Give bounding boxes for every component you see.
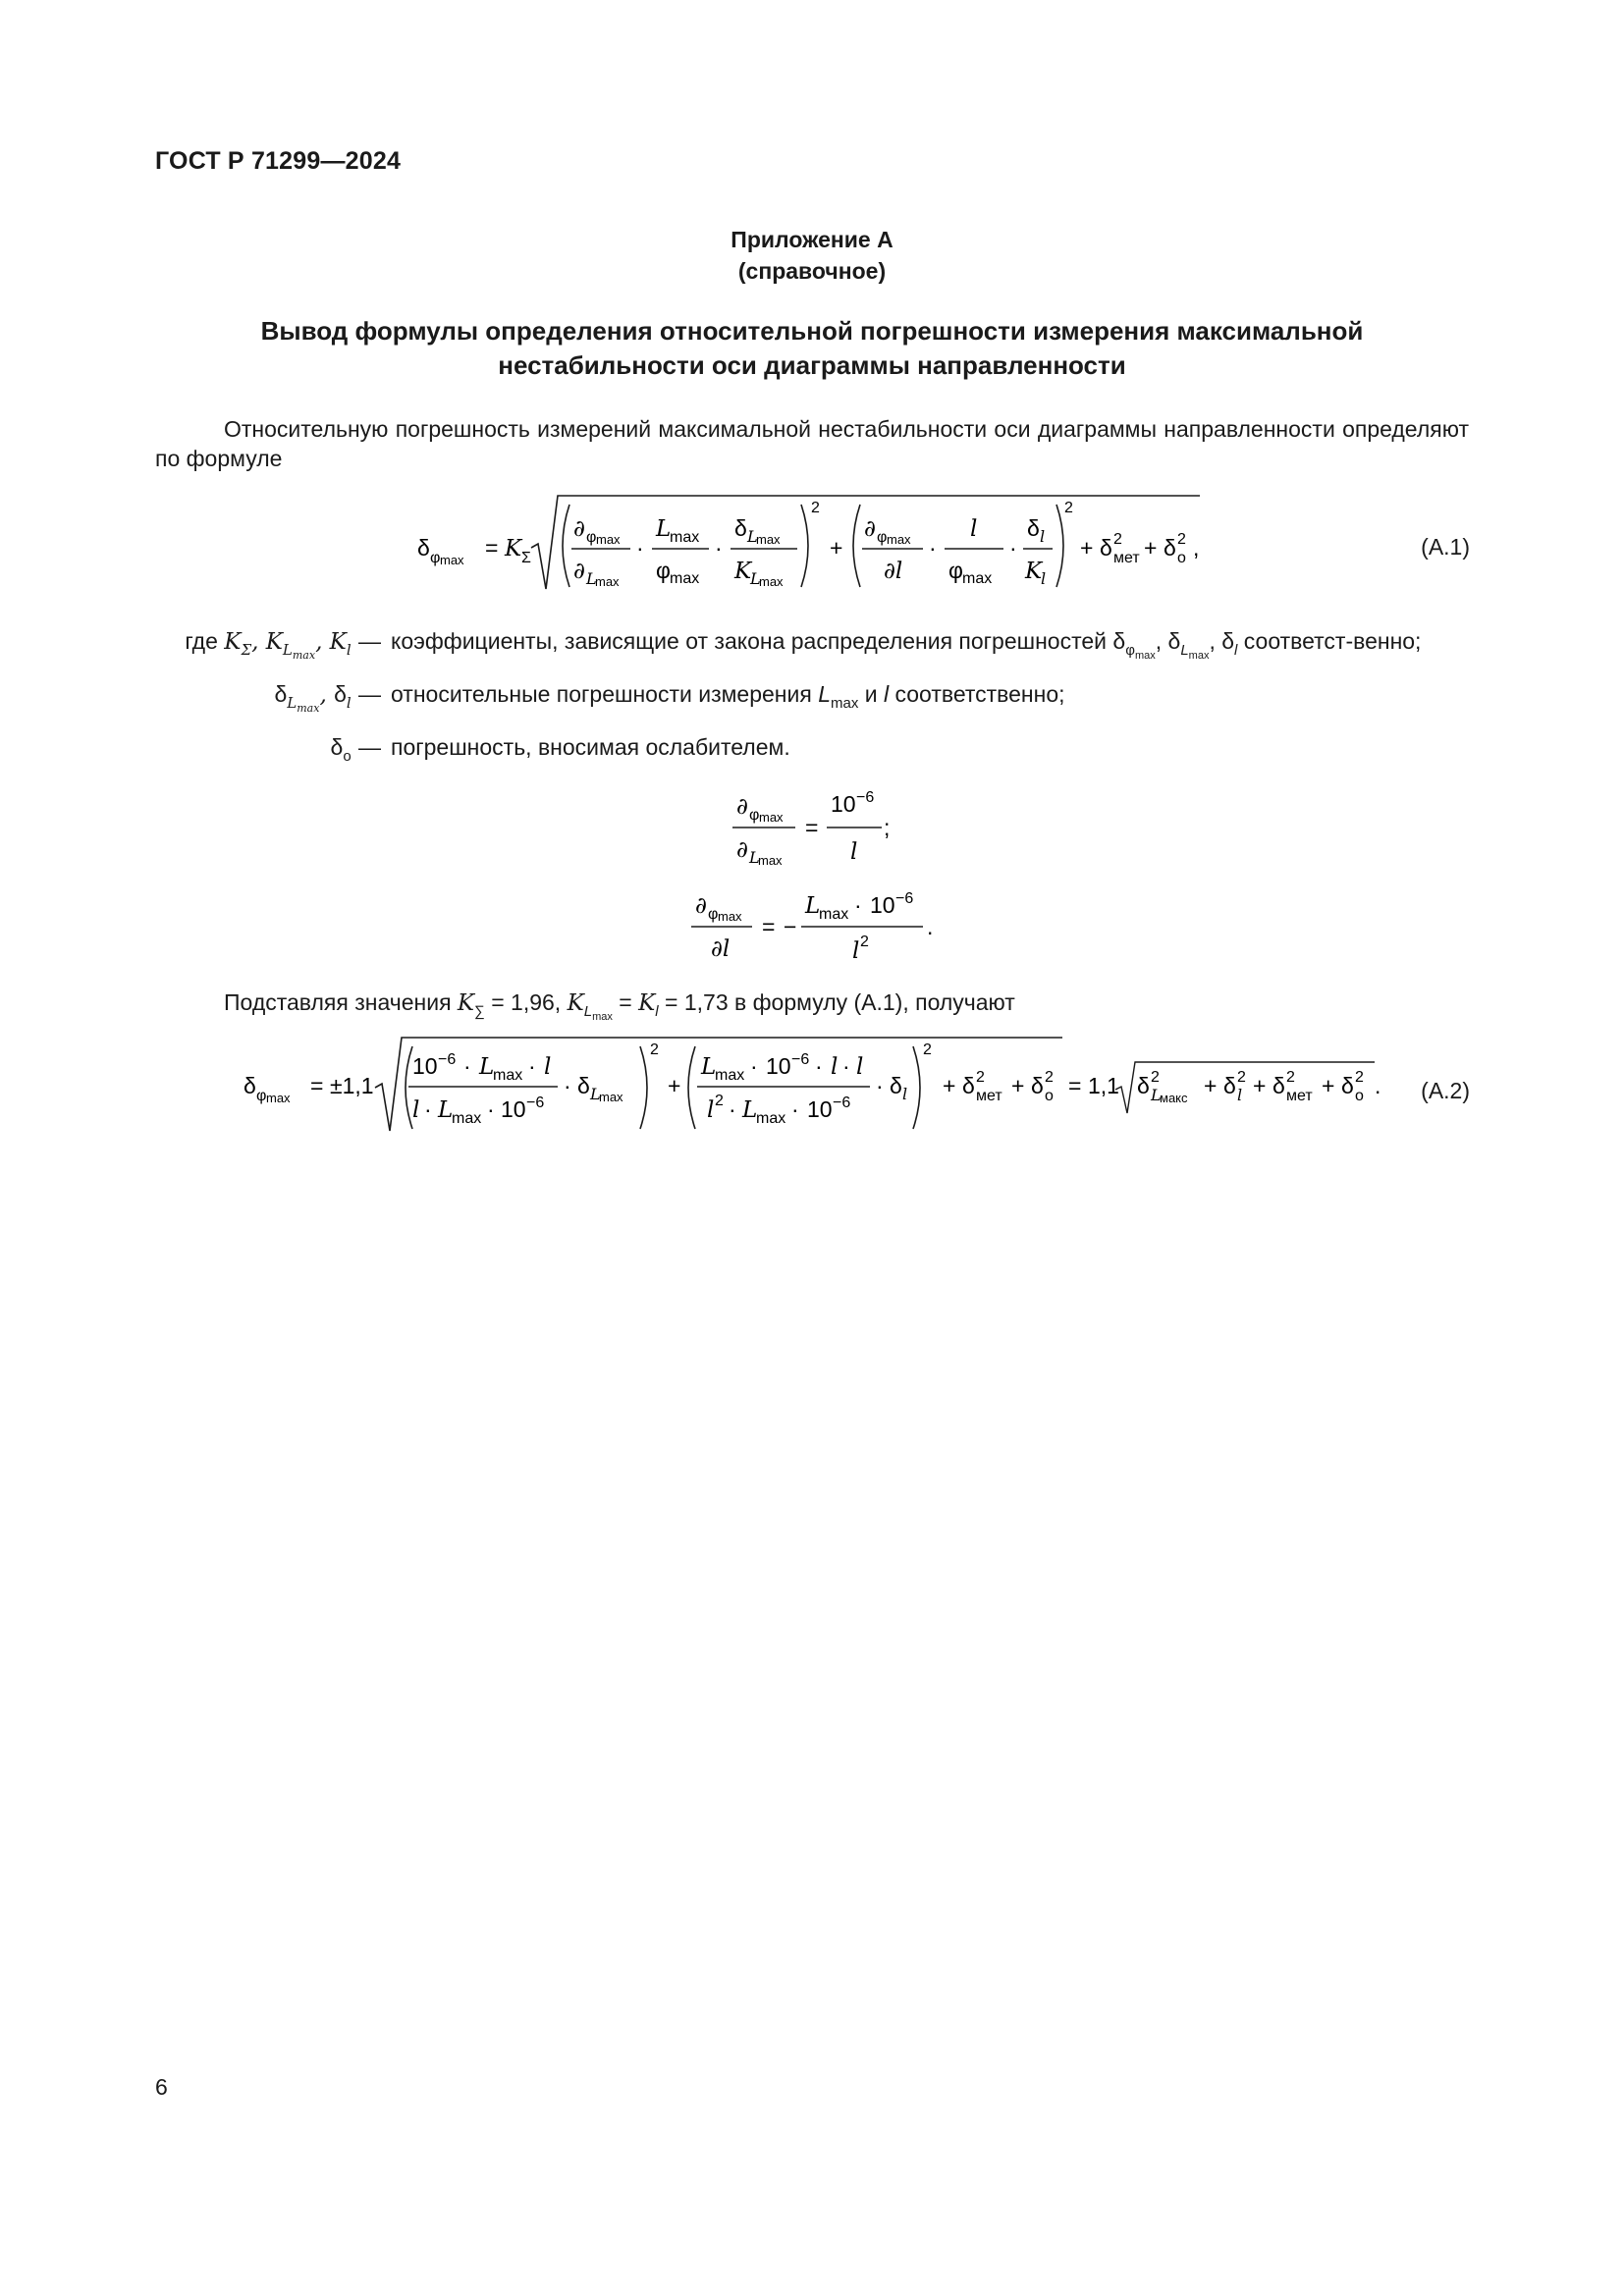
svg-text:2: 2: [1113, 531, 1122, 548]
definition-term: $\delta_о$ —: [330, 734, 381, 765]
definition-row: [155, 732, 1471, 772]
svg-text:+: +: [1080, 535, 1094, 561]
svg-text:2: 2: [650, 1041, 659, 1058]
svg-text:·: ·: [815, 1053, 823, 1079]
document-code-header: ГОСТ Р 71299—2024: [155, 147, 402, 175]
svg-text:·: ·: [876, 1073, 884, 1098]
svg-text:=: =: [805, 815, 819, 840]
svg-text:φ: φ: [877, 529, 888, 546]
svg-text:L: L: [742, 1097, 758, 1123]
svg-text:l: l: [902, 1085, 908, 1103]
svg-text:l: l: [831, 1054, 839, 1080]
svg-text:max: max: [759, 574, 784, 589]
svg-text:K: K: [734, 559, 752, 584]
svg-text:δ: δ: [1164, 535, 1176, 561]
svg-text:·: ·: [487, 1096, 495, 1122]
svg-text:+: +: [1322, 1073, 1335, 1098]
svg-text:2: 2: [1355, 1069, 1364, 1086]
svg-text:L: L: [747, 527, 758, 546]
svg-text:о: о: [1177, 550, 1186, 566]
svg-text:·: ·: [424, 1096, 432, 1122]
svg-text:L: L: [805, 893, 821, 919]
svg-text:=: =: [485, 535, 499, 561]
svg-text:δ: δ: [577, 1073, 590, 1098]
svg-text:l: l: [856, 1054, 864, 1080]
svg-text:·: ·: [750, 1053, 758, 1079]
formula-a1: [0, 491, 1624, 599]
svg-text:1,1: 1,1: [1088, 1073, 1119, 1098]
svg-text:,: ,: [1193, 535, 1200, 561]
svg-text:=: =: [1068, 1073, 1082, 1098]
svg-text:∂: ∂: [736, 794, 748, 820]
svg-text:2: 2: [976, 1069, 985, 1086]
svg-text:max: max: [595, 574, 620, 589]
svg-text:L: L: [590, 1085, 601, 1103]
svg-text:l: l: [412, 1097, 420, 1123]
svg-text:L: L: [1151, 1086, 1162, 1104]
svg-text:·: ·: [528, 1053, 536, 1079]
svg-text:10: 10: [501, 1096, 526, 1122]
svg-text:мет: мет: [976, 1088, 1002, 1104]
svg-text:δ: δ: [244, 1073, 256, 1098]
svg-text:φ: φ: [708, 906, 719, 923]
svg-text:;: ;: [884, 815, 891, 840]
svg-text:2: 2: [715, 1093, 724, 1109]
svg-text:2: 2: [1286, 1069, 1295, 1086]
svg-text:max: max: [718, 909, 742, 924]
svg-text:φ: φ: [586, 529, 597, 546]
section-title-line2: нестабильности оси диаграммы направленности: [498, 350, 1126, 380]
svg-text:L: L: [750, 569, 761, 588]
svg-text:l: l: [970, 516, 978, 542]
definition-term: где $K_\Sigma$, $K_{L_{max}}$, $K_l$ —: [185, 628, 381, 662]
svg-text:10: 10: [870, 892, 895, 918]
svg-text:2: 2: [1151, 1069, 1160, 1086]
definition-term: $\delta_{L_{max}}$, $\delta_l$ —: [274, 681, 381, 715]
intro-paragraph: [155, 414, 1469, 473]
svg-text:δ: δ: [1137, 1073, 1150, 1098]
svg-text:.: .: [927, 914, 934, 939]
svg-text:·: ·: [564, 1073, 571, 1098]
svg-text:.: .: [1375, 1073, 1381, 1098]
svg-text:L: L: [479, 1054, 495, 1080]
svg-text:δ: δ: [417, 535, 430, 561]
equation-number-a2: (А.2): [1421, 1078, 1470, 1103]
svg-text:L: L: [656, 516, 672, 542]
svg-text:Σ: Σ: [521, 550, 531, 566]
svg-text:L: L: [586, 569, 597, 588]
svg-text:L: L: [438, 1097, 454, 1123]
svg-text:φ: φ: [256, 1088, 267, 1104]
svg-text:∂l: ∂l: [711, 936, 731, 962]
svg-text:·: ·: [636, 535, 644, 561]
svg-text:K: K: [505, 536, 522, 561]
svg-text:K: K: [1025, 559, 1043, 584]
svg-text:−6: −6: [833, 1095, 851, 1111]
derivative-formula-2: [0, 883, 1624, 982]
svg-text:мет: мет: [1113, 550, 1140, 566]
page-number: 6: [155, 2074, 168, 2100]
svg-text:max: max: [670, 529, 700, 546]
svg-text:φ: φ: [430, 550, 441, 566]
svg-text:2: 2: [1045, 1069, 1054, 1086]
svg-text:·: ·: [1009, 535, 1017, 561]
svg-text:=: =: [310, 1073, 324, 1098]
svg-text:max: max: [758, 853, 783, 868]
svg-text:10: 10: [807, 1096, 833, 1122]
definition-text: погрешность, вносимая ослабителем.: [391, 734, 790, 760]
svg-text:·: ·: [929, 535, 937, 561]
annex-heading: [0, 224, 1624, 287]
svg-text:·: ·: [463, 1053, 471, 1079]
svg-text:∂: ∂: [573, 516, 585, 542]
svg-text:+: +: [943, 1073, 956, 1098]
svg-text:l: l: [1041, 569, 1047, 588]
svg-text:+: +: [1144, 535, 1158, 561]
svg-text:max: max: [819, 906, 849, 923]
svg-text:−6: −6: [856, 789, 875, 806]
svg-text:max: max: [670, 570, 700, 587]
svg-text:+: +: [1011, 1073, 1025, 1098]
svg-text:·: ·: [715, 535, 723, 561]
svg-text:δ: δ: [1272, 1073, 1285, 1098]
svg-text:l: l: [850, 839, 858, 865]
svg-text:l: l: [1237, 1086, 1243, 1104]
svg-text:2: 2: [1177, 531, 1186, 548]
svg-text:−6: −6: [438, 1051, 457, 1068]
svg-text:±1,1: ±1,1: [330, 1073, 374, 1098]
svg-text:∂: ∂: [695, 893, 707, 919]
svg-text:2: 2: [923, 1041, 932, 1058]
section-title: [147, 314, 1477, 383]
definition-text: коэффициенты, зависящие от закона распределения погрешностей $\delta_{\varphi_{max}}$, $\delta_{L_{max}}$, $\delta_l$ соответст-венно;: [391, 628, 1422, 662]
svg-text:l: l: [707, 1097, 715, 1123]
svg-text:о: о: [1045, 1088, 1054, 1104]
svg-text:∂l: ∂l: [884, 559, 903, 584]
svg-text:max: max: [756, 1110, 786, 1127]
svg-text:δ: δ: [1027, 515, 1040, 541]
section-title-line1: Вывод формулы определения относительной погрешности измерения максимальной: [260, 316, 1364, 346]
svg-text:10: 10: [412, 1053, 438, 1079]
svg-text:о: о: [1355, 1088, 1364, 1104]
svg-text:L: L: [749, 848, 760, 867]
svg-text:2: 2: [1237, 1069, 1246, 1086]
svg-text:−: −: [784, 914, 797, 939]
svg-text:·: ·: [729, 1096, 736, 1122]
svg-text:max: max: [440, 553, 464, 567]
svg-text:φ: φ: [749, 807, 760, 824]
formula-a2: [0, 1033, 1624, 1141]
svg-text:·: ·: [842, 1053, 850, 1079]
svg-text:δ: δ: [1031, 1073, 1044, 1098]
svg-text:10: 10: [831, 791, 856, 817]
svg-text:δ: δ: [1223, 1073, 1236, 1098]
annex-title: Приложение А: [731, 227, 893, 252]
svg-text:max: max: [715, 1067, 745, 1084]
svg-text:−6: −6: [526, 1095, 545, 1111]
svg-text:l: l: [852, 938, 860, 964]
svg-text:δ: δ: [890, 1073, 902, 1098]
svg-text:l: l: [544, 1054, 552, 1080]
svg-text:макс: макс: [1160, 1091, 1188, 1105]
svg-text:·: ·: [854, 892, 862, 918]
svg-text:max: max: [756, 532, 781, 547]
svg-text:max: max: [962, 570, 993, 587]
annex-note: (справочное): [737, 258, 887, 284]
svg-text:φ: φ: [656, 558, 671, 583]
svg-text:max: max: [599, 1090, 623, 1104]
svg-text:∂: ∂: [573, 559, 585, 584]
svg-text:φ: φ: [948, 558, 963, 583]
svg-text:max: max: [759, 810, 784, 825]
svg-text:10: 10: [766, 1053, 791, 1079]
svg-text:+: +: [1204, 1073, 1218, 1098]
svg-text:L: L: [701, 1054, 717, 1080]
svg-text:l: l: [1040, 527, 1046, 546]
svg-text:δ: δ: [734, 515, 747, 541]
svg-text:δ: δ: [962, 1073, 975, 1098]
svg-text:2: 2: [1064, 500, 1073, 516]
definition-row: [155, 626, 1471, 670]
svg-text:2: 2: [811, 500, 820, 516]
svg-text:max: max: [493, 1067, 523, 1084]
svg-text:=: =: [762, 914, 776, 939]
svg-text:∂: ∂: [864, 516, 876, 542]
svg-text:−6: −6: [895, 890, 914, 907]
svg-text:max: max: [887, 532, 911, 547]
svg-text:−6: −6: [791, 1051, 810, 1068]
svg-text:max: max: [452, 1110, 482, 1127]
svg-text:мет: мет: [1286, 1088, 1313, 1104]
svg-text:δ: δ: [1100, 535, 1112, 561]
svg-text:+: +: [668, 1073, 681, 1098]
svg-text:max: max: [596, 532, 621, 547]
intro-text: Относительную погрешность измерений максимальной нестабильности оси диаграммы направленности определяют по формуле: [155, 416, 1469, 471]
svg-text:∂: ∂: [736, 837, 748, 863]
svg-text:2: 2: [860, 934, 869, 950]
substitution-sentence: Подставляя значения $K_\sum = 1,96$, $K_{L_{max}} = K_l = 1,73$ в формулу (А.1), получают: [224, 989, 1015, 1023]
svg-text:+: +: [830, 535, 843, 561]
definitions-list: [155, 626, 1471, 780]
svg-text:δ: δ: [1341, 1073, 1354, 1098]
derivative-formula-1: [0, 780, 1624, 879]
svg-text:+: +: [1253, 1073, 1267, 1098]
svg-text:max: max: [266, 1091, 291, 1105]
definition-row: [155, 679, 1471, 723]
svg-text:·: ·: [791, 1096, 799, 1122]
equation-number-a1: (А.1): [1421, 534, 1470, 560]
definition-text: относительные погрешности измерения $L_{max}$ и l соответственно;: [391, 681, 1065, 712]
